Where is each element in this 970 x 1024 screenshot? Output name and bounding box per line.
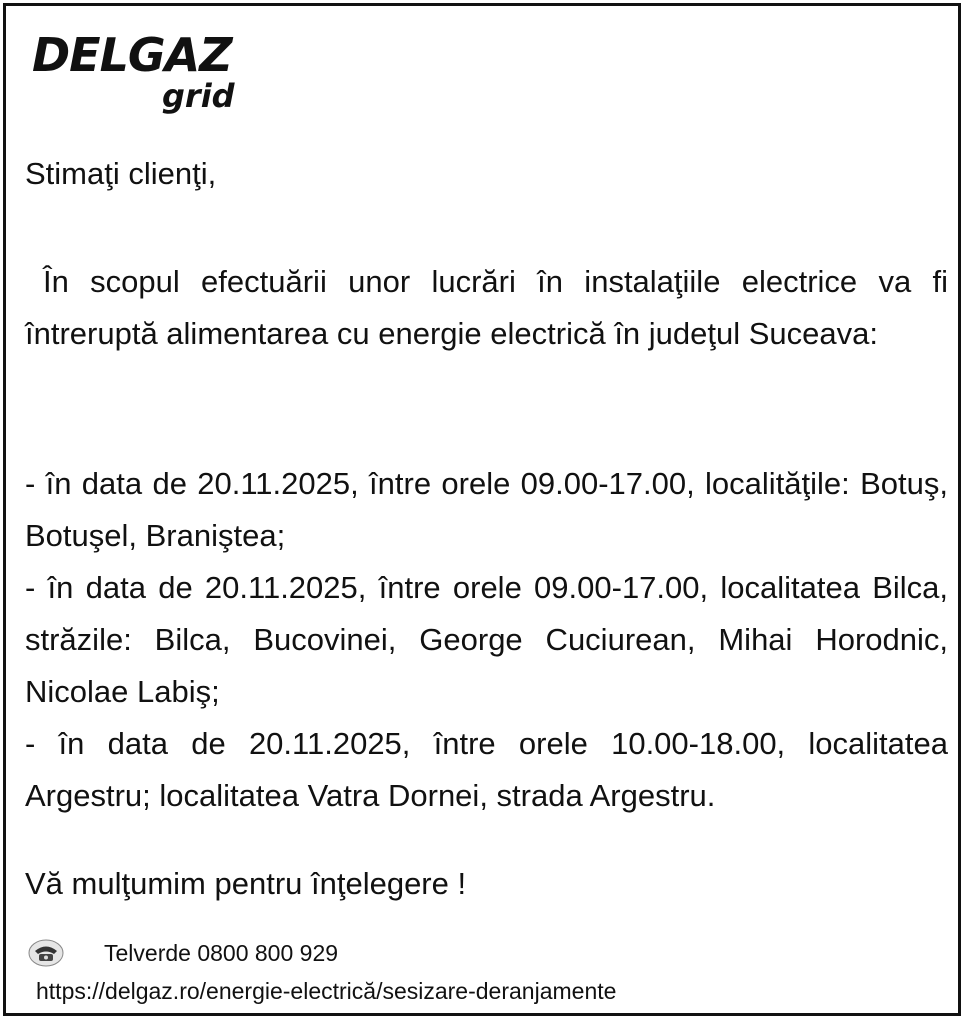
website-link[interactable]: https://delgaz.ro/energie-electrică/sesizare-deranjamente — [36, 978, 617, 1004]
intro-paragraph: În scopul efectuării unor lucrări în instalaţiile electrice va fi întreruptă alimentarea cu energie electrică în judeţul Suceava: — [25, 264, 948, 351]
outage-item: - în data de 20.11.2025, între orele 09.00-17.00, localităţile: Botuş, Botuşel, Braniştea; — [25, 466, 948, 553]
greeting: Stimaţi clienţi, — [25, 156, 217, 191]
brand-logo: DELGAZ — [32, 28, 232, 82]
outage-list — [25, 458, 948, 822]
brand-logo-sub: grid — [162, 77, 235, 115]
phone-row — [28, 936, 338, 970]
outage-item: - în data de 20.11.2025, între orele 09.00-17.00, localitatea Bilca, străzile: Bilca, Bucovinei, George Cuciurean, Mihai Horodnic, Nicolae Labiş; — [25, 570, 948, 709]
notice-frame — [3, 3, 961, 1016]
telephone-icon — [28, 939, 64, 967]
closing-line: Vă mulţumim pentru înţelegere ! — [25, 866, 467, 901]
outage-item: - în data de 20.11.2025, între orele 10.00-18.00, localitatea Argestru; localitatea Vatra Dornei, strada Argestru. — [25, 726, 948, 813]
phone-number: Telverde 0800 800 929 — [104, 939, 339, 966]
